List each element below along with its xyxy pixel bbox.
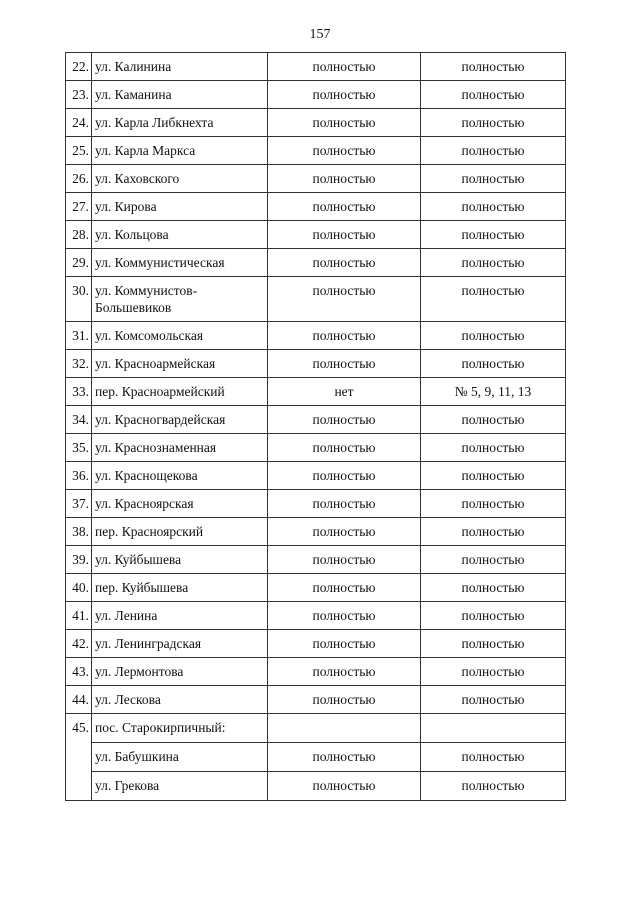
cell-value-b: полностью [421, 490, 566, 518]
cell-value-a: полностью [268, 772, 421, 801]
table-row [66, 574, 566, 602]
cell-value-a: полностью [268, 277, 421, 322]
table-row [66, 53, 566, 81]
cell-value-a: полностью [268, 490, 421, 518]
row-number: 36. [66, 462, 92, 490]
table-row [66, 81, 566, 109]
street-name: ул. Краснознаменная [92, 434, 268, 462]
street-name: ул. Карла Маркса [92, 137, 268, 165]
row-number: 32. [66, 350, 92, 378]
cell-value-b: полностью [421, 109, 566, 137]
cell-value-a: полностью [268, 630, 421, 658]
street-name: ул. Комсомольская [92, 322, 268, 350]
street-name: ул. Лермонтова [92, 658, 268, 686]
cell-value-a: полностью [268, 109, 421, 137]
table-row [66, 277, 566, 322]
table-row [66, 165, 566, 193]
cell-value-b: полностью [421, 249, 566, 277]
row-number: 29. [66, 249, 92, 277]
cell-value-b: полностью [421, 602, 566, 630]
street-name: ул. Краснощекова [92, 462, 268, 490]
row-number: 45. [66, 714, 92, 801]
row-number: 39. [66, 546, 92, 574]
row-number: 26. [66, 165, 92, 193]
street-name: ул. Каманина [92, 81, 268, 109]
row-number: 25. [66, 137, 92, 165]
cell-value-a: полностью [268, 165, 421, 193]
table-row-group-heading [66, 714, 566, 743]
row-number: 31. [66, 322, 92, 350]
cell-value-b: полностью [421, 546, 566, 574]
cell-value-b: полностью [421, 137, 566, 165]
row-number: 34. [66, 406, 92, 434]
street-name: ул. Лескова [92, 686, 268, 714]
table-row [66, 350, 566, 378]
table-row [66, 137, 566, 165]
cell-value-a: полностью [268, 518, 421, 546]
street-name-line-2: Большевиков [95, 300, 172, 315]
table-row [66, 630, 566, 658]
row-number: 40. [66, 574, 92, 602]
cell-value-a: полностью [268, 137, 421, 165]
cell-value-b: полностью [421, 165, 566, 193]
street-name: ул. Калинина [92, 53, 268, 81]
cell-value-a: полностью [268, 221, 421, 249]
table-row [66, 686, 566, 714]
table-row [66, 193, 566, 221]
table-row [66, 434, 566, 462]
cell-value-a: полностью [268, 434, 421, 462]
cell-value-b: полностью [421, 434, 566, 462]
cell-value-a: полностью [268, 350, 421, 378]
row-number: 30. [66, 277, 92, 322]
cell-value-a: полностью [268, 53, 421, 81]
row-number: 33. [66, 378, 92, 406]
cell-value-b: полностью [421, 743, 566, 772]
street-name-line-1: ул. Коммунистов- [95, 283, 198, 298]
row-number: 43. [66, 658, 92, 686]
cell-value-b: полностью [421, 518, 566, 546]
cell-value-b: полностью [421, 193, 566, 221]
street-name: ул. Красноармейская [92, 350, 268, 378]
street-name: ул. Ленинградская [92, 630, 268, 658]
street-name: ул. Бабушкина [92, 743, 268, 772]
street-name: ул. Куйбышева [92, 546, 268, 574]
table-row [66, 462, 566, 490]
street-name: пер. Куйбышева [92, 574, 268, 602]
cell-value-b: полностью [421, 406, 566, 434]
cell-value-b: полностью [421, 350, 566, 378]
row-number: 35. [66, 434, 92, 462]
cell-value-b: полностью [421, 322, 566, 350]
street-name: ул. Кольцова [92, 221, 268, 249]
cell-value-a: полностью [268, 602, 421, 630]
cell-value-a: полностью [268, 546, 421, 574]
cell-value-a [268, 714, 421, 743]
table-row [66, 322, 566, 350]
cell-value-b: полностью [421, 574, 566, 602]
cell-value-a: полностью [268, 462, 421, 490]
cell-value-a: полностью [268, 193, 421, 221]
street-name: ул. Коммунистическая [92, 249, 268, 277]
cell-value-b: полностью [421, 81, 566, 109]
table-row [66, 772, 566, 801]
row-number: 27. [66, 193, 92, 221]
group-heading: пос. Старокирпичный: [92, 714, 268, 743]
cell-value-a: полностью [268, 743, 421, 772]
street-name: пер. Красноярский [92, 518, 268, 546]
table-row [66, 602, 566, 630]
street-name: ул. Красноярская [92, 490, 268, 518]
cell-value-a: полностью [268, 406, 421, 434]
cell-value-b: № 5, 9, 11, 13 [421, 378, 566, 406]
street-name: ул. Каховского [92, 165, 268, 193]
cell-value-b: полностью [421, 277, 566, 322]
table-row [66, 743, 566, 772]
row-number: 37. [66, 490, 92, 518]
cell-value-b: полностью [421, 630, 566, 658]
cell-value-a: нет [268, 378, 421, 406]
page-number: 157 [309, 27, 331, 42]
street-name: ул. Кирова [92, 193, 268, 221]
cell-value-a: полностью [268, 249, 421, 277]
cell-value-b: полностью [421, 221, 566, 249]
cell-value-b [421, 714, 566, 743]
row-number: 44. [66, 686, 92, 714]
table-row [66, 490, 566, 518]
cell-value-b: полностью [421, 462, 566, 490]
cell-value-b: полностью [421, 686, 566, 714]
row-number: 24. [66, 109, 92, 137]
table-row [66, 378, 566, 406]
street-name: ул. Карла Либкнехта [92, 109, 268, 137]
cell-value-b: полностью [421, 658, 566, 686]
street-name: ул. Ленина [92, 602, 268, 630]
row-number: 22. [66, 53, 92, 81]
street-name: ул. Красногвардейская [92, 406, 268, 434]
table-row [66, 546, 566, 574]
cell-value-a: полностью [268, 574, 421, 602]
table-row [66, 221, 566, 249]
row-number: 38. [66, 518, 92, 546]
table-row [66, 658, 566, 686]
cell-value-a: полностью [268, 658, 421, 686]
table-row [66, 109, 566, 137]
table-row [66, 518, 566, 546]
cell-value-b: полностью [421, 53, 566, 81]
row-number: 28. [66, 221, 92, 249]
street-name: ул. Грекова [92, 772, 268, 801]
row-number: 23. [66, 81, 92, 109]
cell-value-a: полностью [268, 322, 421, 350]
cell-value-b: полностью [421, 772, 566, 801]
cell-value-a: полностью [268, 686, 421, 714]
row-number: 42. [66, 630, 92, 658]
table-row [66, 249, 566, 277]
streets-table [65, 52, 566, 801]
street-name [92, 277, 268, 322]
table-row [66, 406, 566, 434]
row-number: 41. [66, 602, 92, 630]
street-name: пер. Красноармейский [92, 378, 268, 406]
cell-value-a: полностью [268, 81, 421, 109]
